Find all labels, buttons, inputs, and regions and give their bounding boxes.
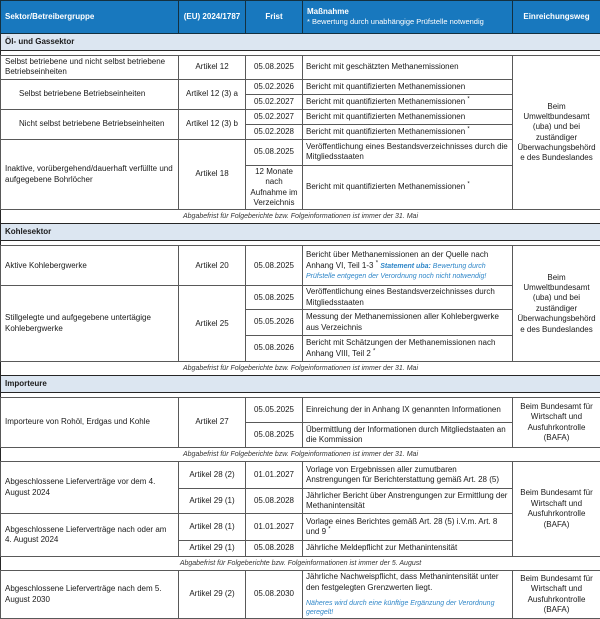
cell-sektor: Abgeschlossene Lieferverträge vor dem 4. August 2024 [1, 462, 179, 514]
col-header-massnahme-title: Maßnahme [307, 7, 509, 17]
cell-artikel: Artikel 28 (2) [179, 462, 246, 489]
cell-massnahme [303, 109, 513, 124]
cell-massnahme [303, 56, 513, 80]
cell-artikel: Artikel 29 (1) [179, 541, 246, 557]
massnahme-text: Jährliche Nachweispflicht, dass Methanintensität unter den festgelegten Grenzwerten liegt. [306, 572, 499, 591]
uba-statement-label: Statement uba: [380, 263, 431, 270]
cell-frist: 05.05.2025 [246, 398, 303, 423]
verification-star: * [467, 182, 469, 188]
cell-einreichungsweg: Beim Bundesamt für Wirtschaft und Ausfuhrkontrolle (BAFA) [513, 398, 600, 448]
cell-artikel: Artikel 12 [179, 56, 246, 80]
section-row-oel-und-gassektor [1, 34, 600, 51]
cell-artikel: Artikel 12 (3) b [179, 109, 246, 139]
cell-massnahme [303, 124, 513, 139]
table-body [1, 34, 600, 619]
cell-frist: 05.08.2028 [246, 489, 303, 514]
col-header-sektor: Sektor/Betreibergruppe [1, 1, 179, 34]
verification-star: * [373, 348, 375, 354]
massnahme-text: Vorlage eines Berichtes gemäß Art. 28 (5) i.V.m. Art. 8 und 9 [306, 517, 497, 536]
massnahme-text: Bericht mit quantifizierten Methanemissionen [306, 127, 465, 136]
table-row [1, 462, 600, 489]
verification-star: * [376, 260, 378, 266]
massnahme-text: Jährliche Meldepflicht zur Methanintensität [306, 543, 457, 552]
table-row [1, 514, 600, 541]
massnahme-text: Messung der Methanemissionen aller Kohlebergwerke aus Verzeichnis [306, 312, 499, 331]
note-text: Abgabefrist für Folgeberichte bzw. Folgeinformationen ist immer der 31. Mai [1, 362, 600, 376]
cell-artikel: Artikel 18 [179, 139, 246, 210]
cell-sektor: Abgeschlossene Lieferverträge nach oder am 4. August 2024 [1, 514, 179, 557]
massnahme-text: Vorlage von Ergebnissen aller zumutbaren Anstrengungen für Berichterstattung gemäß Art. 28 (5) [306, 465, 499, 484]
cell-massnahme [303, 514, 513, 541]
cell-frist: 05.08.2030 [246, 571, 303, 619]
massnahme-text: Bericht mit Schätzungen der Methanemissionen nach Anhang VIII, Teil 2 [306, 338, 495, 357]
section-label: Kohlesektor [1, 224, 600, 241]
cell-sektor: Stillgelegte und aufgegebene untertägige Kohlebergwerke [1, 286, 179, 362]
cell-frist: 01.01.2027 [246, 462, 303, 489]
cell-massnahme [303, 398, 513, 423]
cell-frist: 01.01.2027 [246, 514, 303, 541]
massnahme-text: Bericht mit quantifizierten Methanemissionen [306, 112, 465, 121]
cell-massnahme [303, 423, 513, 448]
cell-sektor: Aktive Kohlebergwerke [1, 246, 179, 286]
table-row [1, 286, 600, 310]
cell-einreichungsweg: Beim Bundesamt für Wirtschaft und Ausfuhrkontrolle (BAFA) [513, 462, 600, 557]
cell-massnahme [303, 165, 513, 210]
table-row [1, 109, 600, 124]
cell-einreichungsweg: Beim Umweltbundesamt (uba) und bei zuständiger Überwachungsbehörde des Bundeslandes [513, 56, 600, 210]
col-header-frist: Frist [246, 1, 303, 34]
cell-artikel: Artikel 29 (2) [179, 571, 246, 619]
verification-star: * [328, 526, 330, 532]
table-row [1, 79, 600, 94]
table-row [1, 571, 600, 619]
massnahme-text: Übermittlung der Informationen durch Mitgliedstaaten an die Kommission [306, 425, 506, 444]
cell-massnahme [303, 79, 513, 94]
note-text: Abgabefrist für Folgeberichte bzw. Folgeinformationen ist immer der 5. August [1, 557, 600, 571]
section-label: Importeure [1, 376, 600, 393]
cell-frist: 05.08.2028 [246, 541, 303, 557]
massnahme-text: Bericht mit quantifizierten Methanemissionen [306, 182, 465, 191]
cell-massnahme [303, 286, 513, 310]
section-row-importeure [1, 376, 600, 393]
header-row [1, 1, 600, 34]
verification-star: * [467, 126, 469, 132]
massnahme-text: Bericht mit quantifizierten Methanemissionen [306, 82, 465, 91]
cell-sektor: Selbst betriebene und nicht selbst betriebene Betriebseinheiten [1, 56, 179, 80]
cell-artikel: Artikel 27 [179, 398, 246, 448]
massnahme-text: Jährlicher Bericht über Anstrengungen zur Ermittlung der Methanintensität [306, 491, 507, 510]
cell-frist: 05.02.2028 [246, 124, 303, 139]
massnahme-text: Veröffentlichung eines Bestandsverzeichnisses durch Mitgliedsstaaten [306, 287, 495, 306]
cell-artikel: Artikel 25 [179, 286, 246, 362]
cell-massnahme [303, 310, 513, 336]
cell-massnahme [303, 489, 513, 514]
cell-frist: 05.08.2025 [246, 246, 303, 286]
cell-sektor: Selbst betriebene Betriebseinheiten [1, 79, 179, 109]
massnahme-text: Bericht über Methanemissionen an der Quelle nach Anhang VI, Teil 1-3 [306, 250, 488, 269]
section-label: Öl- und Gassektor [1, 34, 600, 51]
table-row [1, 398, 600, 423]
cell-einreichungsweg: Beim Bundesamt für Wirtschaft und Ausfuhrkontrolle (BAFA) [513, 571, 600, 619]
col-header-regulation: (EU) 2024/1787 [179, 1, 246, 34]
section-row-kohlesektor [1, 224, 600, 241]
cell-massnahme [303, 246, 513, 286]
table-row [1, 139, 600, 165]
cell-massnahme [303, 139, 513, 165]
cell-artikel: Artikel 20 [179, 246, 246, 286]
note-text: Abgabefrist für Folgeberichte bzw. Folgeinformationen ist immer der 31. Mai [1, 210, 600, 224]
cell-frist: 05.02.2027 [246, 94, 303, 109]
cell-frist: 05.02.2027 [246, 109, 303, 124]
cell-artikel: Artikel 12 (3) a [179, 79, 246, 109]
massnahme-text: Bericht mit geschätzten Methanemissionen [306, 62, 459, 71]
massnahme-text: Einreichung der in Anhang IX genannten Informationen [306, 405, 501, 414]
cell-frist: 05.08.2025 [246, 423, 303, 448]
cell-frist: 05.05.2026 [246, 310, 303, 336]
cell-sektor: Nicht selbst betriebene Betriebseinheiten [1, 109, 179, 139]
cell-frist: 05.08.2025 [246, 139, 303, 165]
cell-massnahme [303, 94, 513, 109]
col-header-massnahme [303, 1, 513, 34]
future-regulation-statement: Näheres wird durch eine künftige Ergänzung der Verordnung geregelt! [306, 599, 509, 617]
cell-frist: 05.08.2025 [246, 286, 303, 310]
cell-sektor: Importeure von Rohöl, Erdgas und Kohle [1, 398, 179, 448]
note-text: Abgabefrist für Folgeberichte bzw. Folgeinformationen ist immer der 31. Mai [1, 448, 600, 462]
cell-sektor: Abgeschlossene Lieferverträge nach dem 5. August 2030 [1, 571, 179, 619]
table-row [1, 246, 600, 286]
note-row [1, 448, 600, 462]
col-header-einreichungsweg: Einreichungsweg [513, 1, 600, 34]
table-row [1, 56, 600, 80]
table-header [1, 1, 600, 34]
cell-artikel: Artikel 29 (1) [179, 489, 246, 514]
note-row [1, 362, 600, 376]
cell-einreichungsweg: Beim Umweltbundesamt (uba) und bei zuständiger Überwachungsbehörde des Bundeslandes [513, 246, 600, 362]
cell-massnahme [303, 541, 513, 557]
note-row [1, 210, 600, 224]
cell-massnahme [303, 462, 513, 489]
cell-frist: 05.02.2026 [246, 79, 303, 94]
cell-frist: 12 Monate nach Aufnahme im Verzeichnis [246, 165, 303, 210]
cell-sektor: Inaktive, vorübergehend/dauerhaft verfüllte und aufgegebene Bohrlöcher [1, 139, 179, 210]
verification-star: * [467, 96, 469, 102]
cell-massnahme [303, 336, 513, 362]
cell-frist: 05.08.2025 [246, 56, 303, 80]
col-header-massnahme-note: * Bewertung durch unabhängige Prüfstelle notwendig [307, 17, 509, 27]
uba-statement-text: Bewertung durch Prüfstelle entgegen der Verordnung noch nicht notwendig! [306, 263, 486, 280]
cell-frist: 05.08.2026 [246, 336, 303, 362]
massnahme-text: Bericht mit quantifizierten Methanemissionen [306, 97, 465, 106]
cell-artikel: Artikel 28 (1) [179, 514, 246, 541]
massnahme-text: Veröffentlichung eines Bestandsverzeichnisses durch die Mitgliedsstaaten [306, 142, 508, 161]
cell-massnahme [303, 571, 513, 619]
